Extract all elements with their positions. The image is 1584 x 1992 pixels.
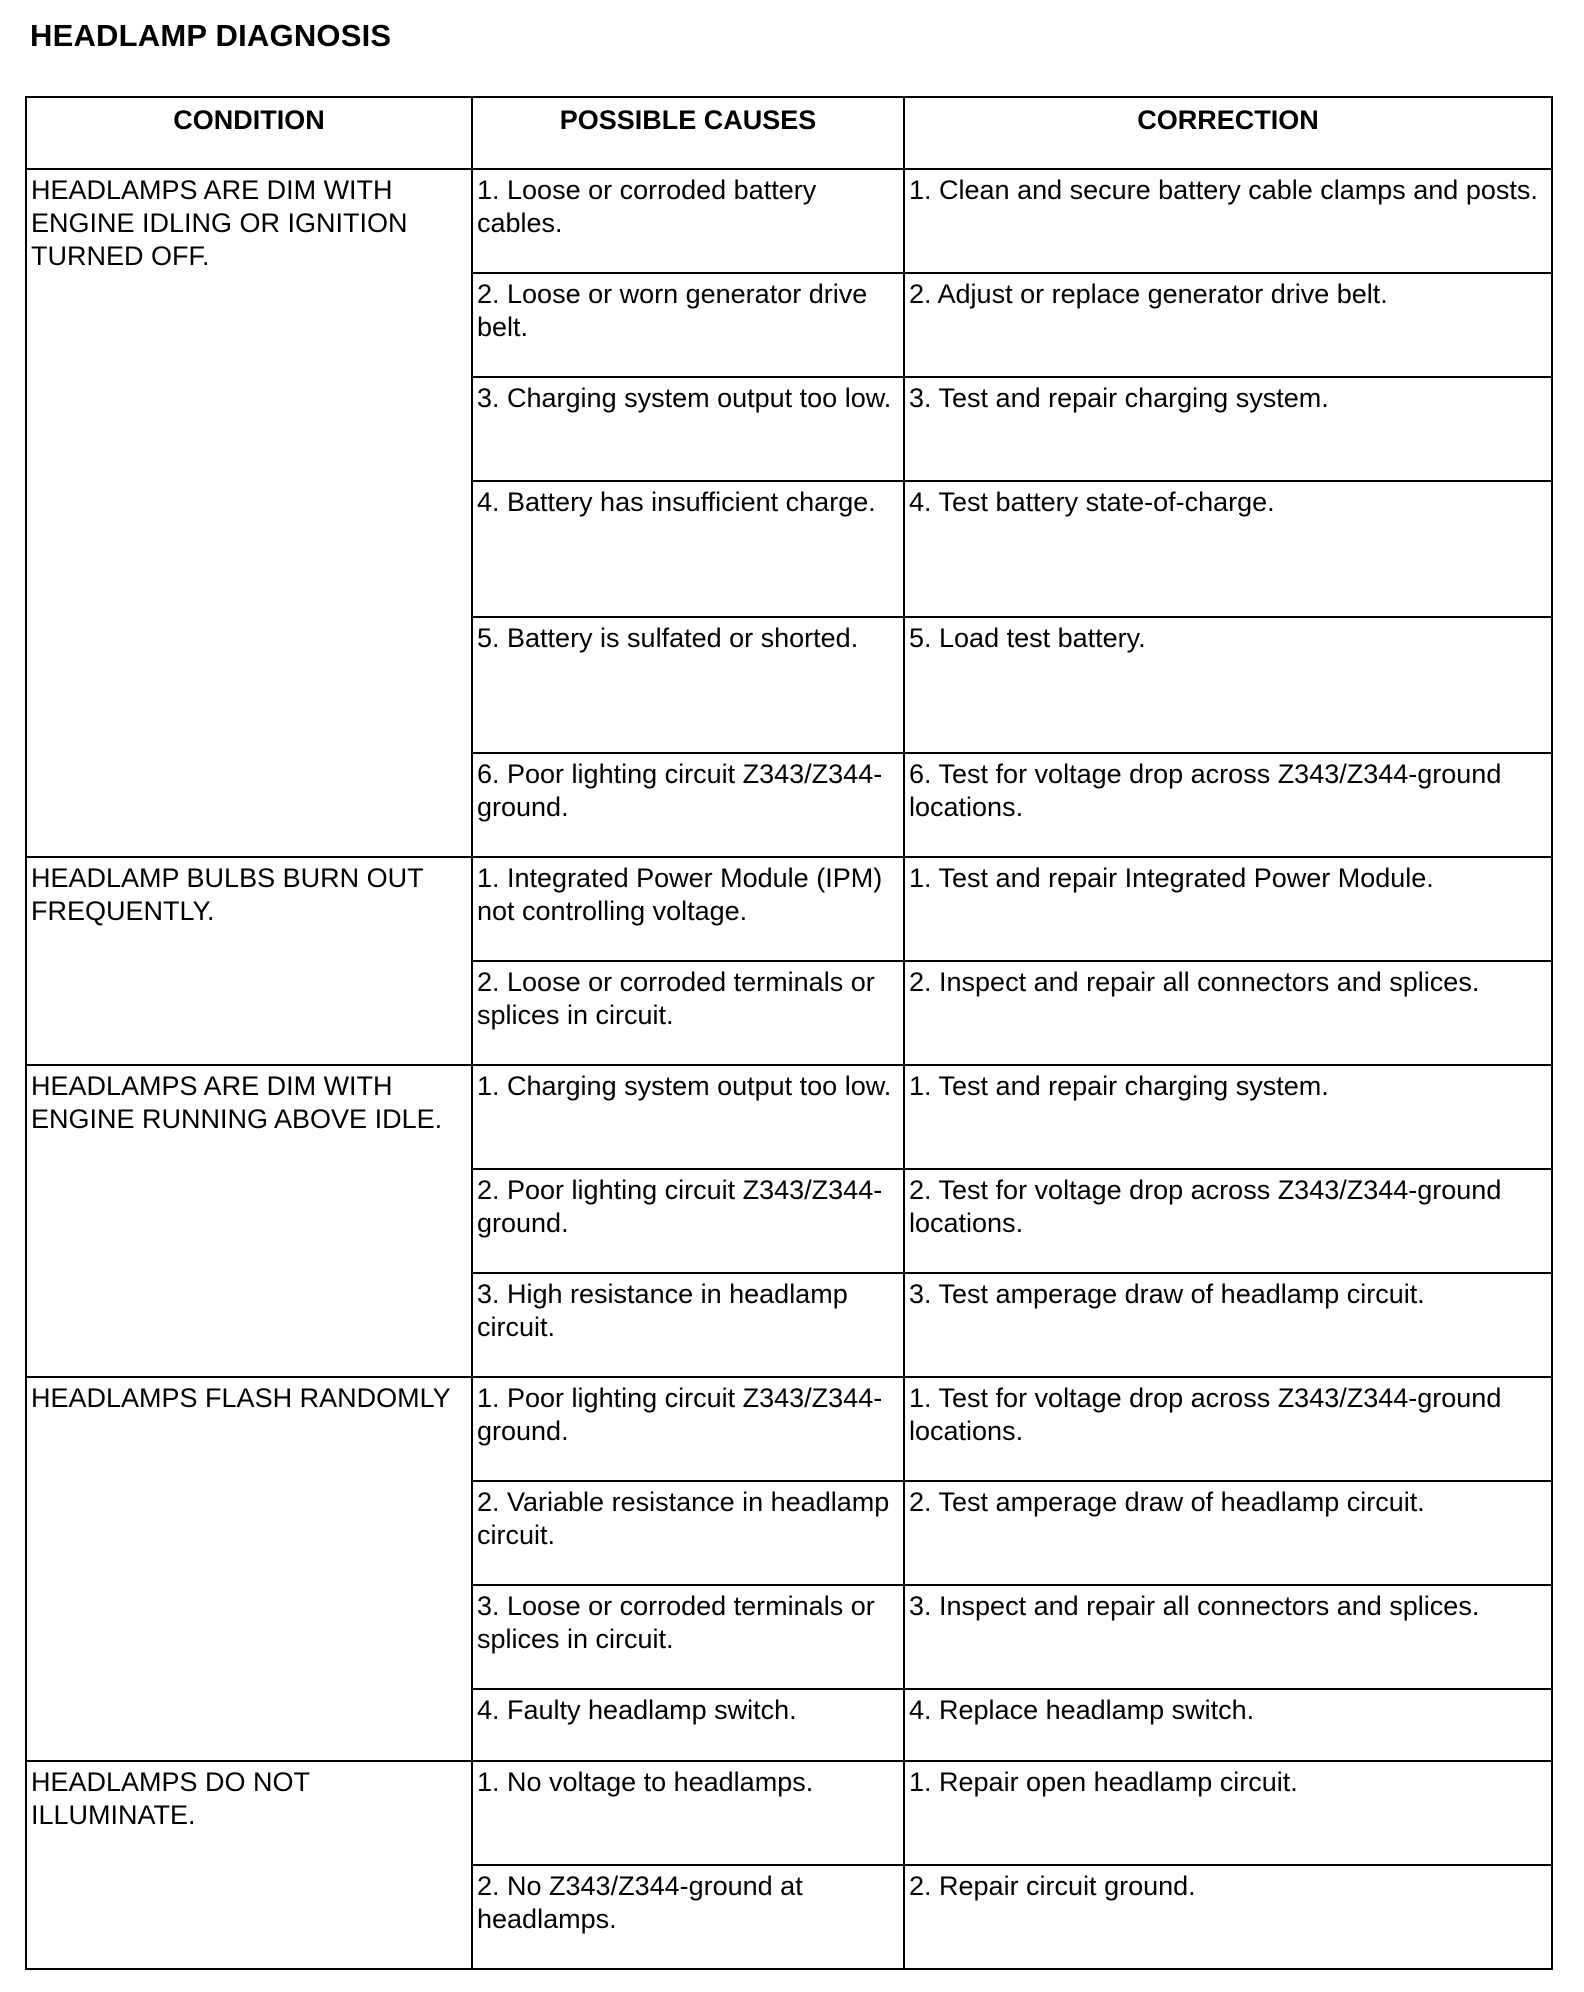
- correction-cell: 3. Test and repair charging system.: [904, 377, 1552, 481]
- table-header-row: [26, 97, 1552, 169]
- page-title: HEADLAMP DIAGNOSIS: [30, 18, 392, 53]
- cause-cell: 2. Loose or corroded terminals or splices in circuit.: [472, 961, 904, 1065]
- cause-cell: 1. Charging system output too low.: [472, 1065, 904, 1169]
- correction-cell: 2. Test amperage draw of headlamp circuit.: [904, 1481, 1552, 1585]
- cause-cell: 2. Variable resistance in headlamp circuit.: [472, 1481, 904, 1585]
- cause-cell: 3. High resistance in headlamp circuit.: [472, 1273, 904, 1377]
- cause-cell: 1. Loose or corroded battery cables.: [472, 169, 904, 273]
- correction-cell: 2. Test for voltage drop across Z343/Z344-ground locations.: [904, 1169, 1552, 1273]
- correction-cell: 1. Test and repair Integrated Power Module.: [904, 857, 1552, 961]
- column-header-correction: CORRECTION: [904, 97, 1552, 169]
- correction-cell: 2. Adjust or replace generator drive belt.: [904, 273, 1552, 377]
- table-row: [26, 1761, 1552, 1865]
- cause-cell: 2. Loose or worn generator drive belt.: [472, 273, 904, 377]
- correction-cell: 2. Repair circuit ground.: [904, 1865, 1552, 1969]
- cause-cell: 1. No voltage to headlamps.: [472, 1761, 904, 1865]
- condition-cell: HEADLAMPS ARE DIM WITH ENGINE RUNNING ABOVE IDLE.: [26, 1065, 472, 1377]
- correction-cell: 1. Test for voltage drop across Z343/Z344-ground locations.: [904, 1377, 1552, 1481]
- correction-cell: 3. Inspect and repair all connectors and splices.: [904, 1585, 1552, 1689]
- cause-cell: 3. Charging system output too low.: [472, 377, 904, 481]
- correction-cell: 6. Test for voltage drop across Z343/Z344-ground locations.: [904, 753, 1552, 857]
- correction-cell: 5. Load test battery.: [904, 617, 1552, 753]
- cause-cell: 6. Poor lighting circuit Z343/Z344-ground.: [472, 753, 904, 857]
- correction-cell: 3. Test amperage draw of headlamp circuit.: [904, 1273, 1552, 1377]
- correction-cell: 1. Repair open headlamp circuit.: [904, 1761, 1552, 1865]
- cause-cell: 1. Integrated Power Module (IPM) not controlling voltage.: [472, 857, 904, 961]
- correction-cell: 4. Test battery state-of-charge.: [904, 481, 1552, 617]
- cause-cell: 2. Poor lighting circuit Z343/Z344-ground.: [472, 1169, 904, 1273]
- diagnosis-table: [25, 96, 1553, 1970]
- cause-cell: 1. Poor lighting circuit Z343/Z344-ground.: [472, 1377, 904, 1481]
- condition-cell: HEADLAMPS ARE DIM WITH ENGINE IDLING OR IGNITION TURNED OFF.: [26, 169, 472, 857]
- correction-cell: 4. Replace headlamp switch.: [904, 1689, 1552, 1761]
- cause-cell: 4. Faulty headlamp switch.: [472, 1689, 904, 1761]
- table-row: [26, 1377, 1552, 1481]
- cause-cell: 2. No Z343/Z344-ground at headlamps.: [472, 1865, 904, 1969]
- correction-cell: 2. Inspect and repair all connectors and splices.: [904, 961, 1552, 1065]
- correction-cell: 1. Clean and secure battery cable clamps and posts.: [904, 169, 1552, 273]
- condition-cell: HEADLAMP BULBS BURN OUT FREQUENTLY.: [26, 857, 472, 1065]
- correction-cell: 1. Test and repair charging system.: [904, 1065, 1552, 1169]
- condition-cell: HEADLAMPS DO NOT ILLUMINATE.: [26, 1761, 472, 1969]
- cause-cell: 3. Loose or corroded terminals or splices in circuit.: [472, 1585, 904, 1689]
- column-header-possible-causes: POSSIBLE CAUSES: [472, 97, 904, 169]
- cause-cell: 4. Battery has insufficient charge.: [472, 481, 904, 617]
- table-row: [26, 169, 1552, 273]
- table-row: [26, 857, 1552, 961]
- column-header-condition: CONDITION: [26, 97, 472, 169]
- condition-cell: HEADLAMPS FLASH RANDOMLY: [26, 1377, 472, 1761]
- table-row: [26, 1065, 1552, 1169]
- cause-cell: 5. Battery is sulfated or shorted.: [472, 617, 904, 753]
